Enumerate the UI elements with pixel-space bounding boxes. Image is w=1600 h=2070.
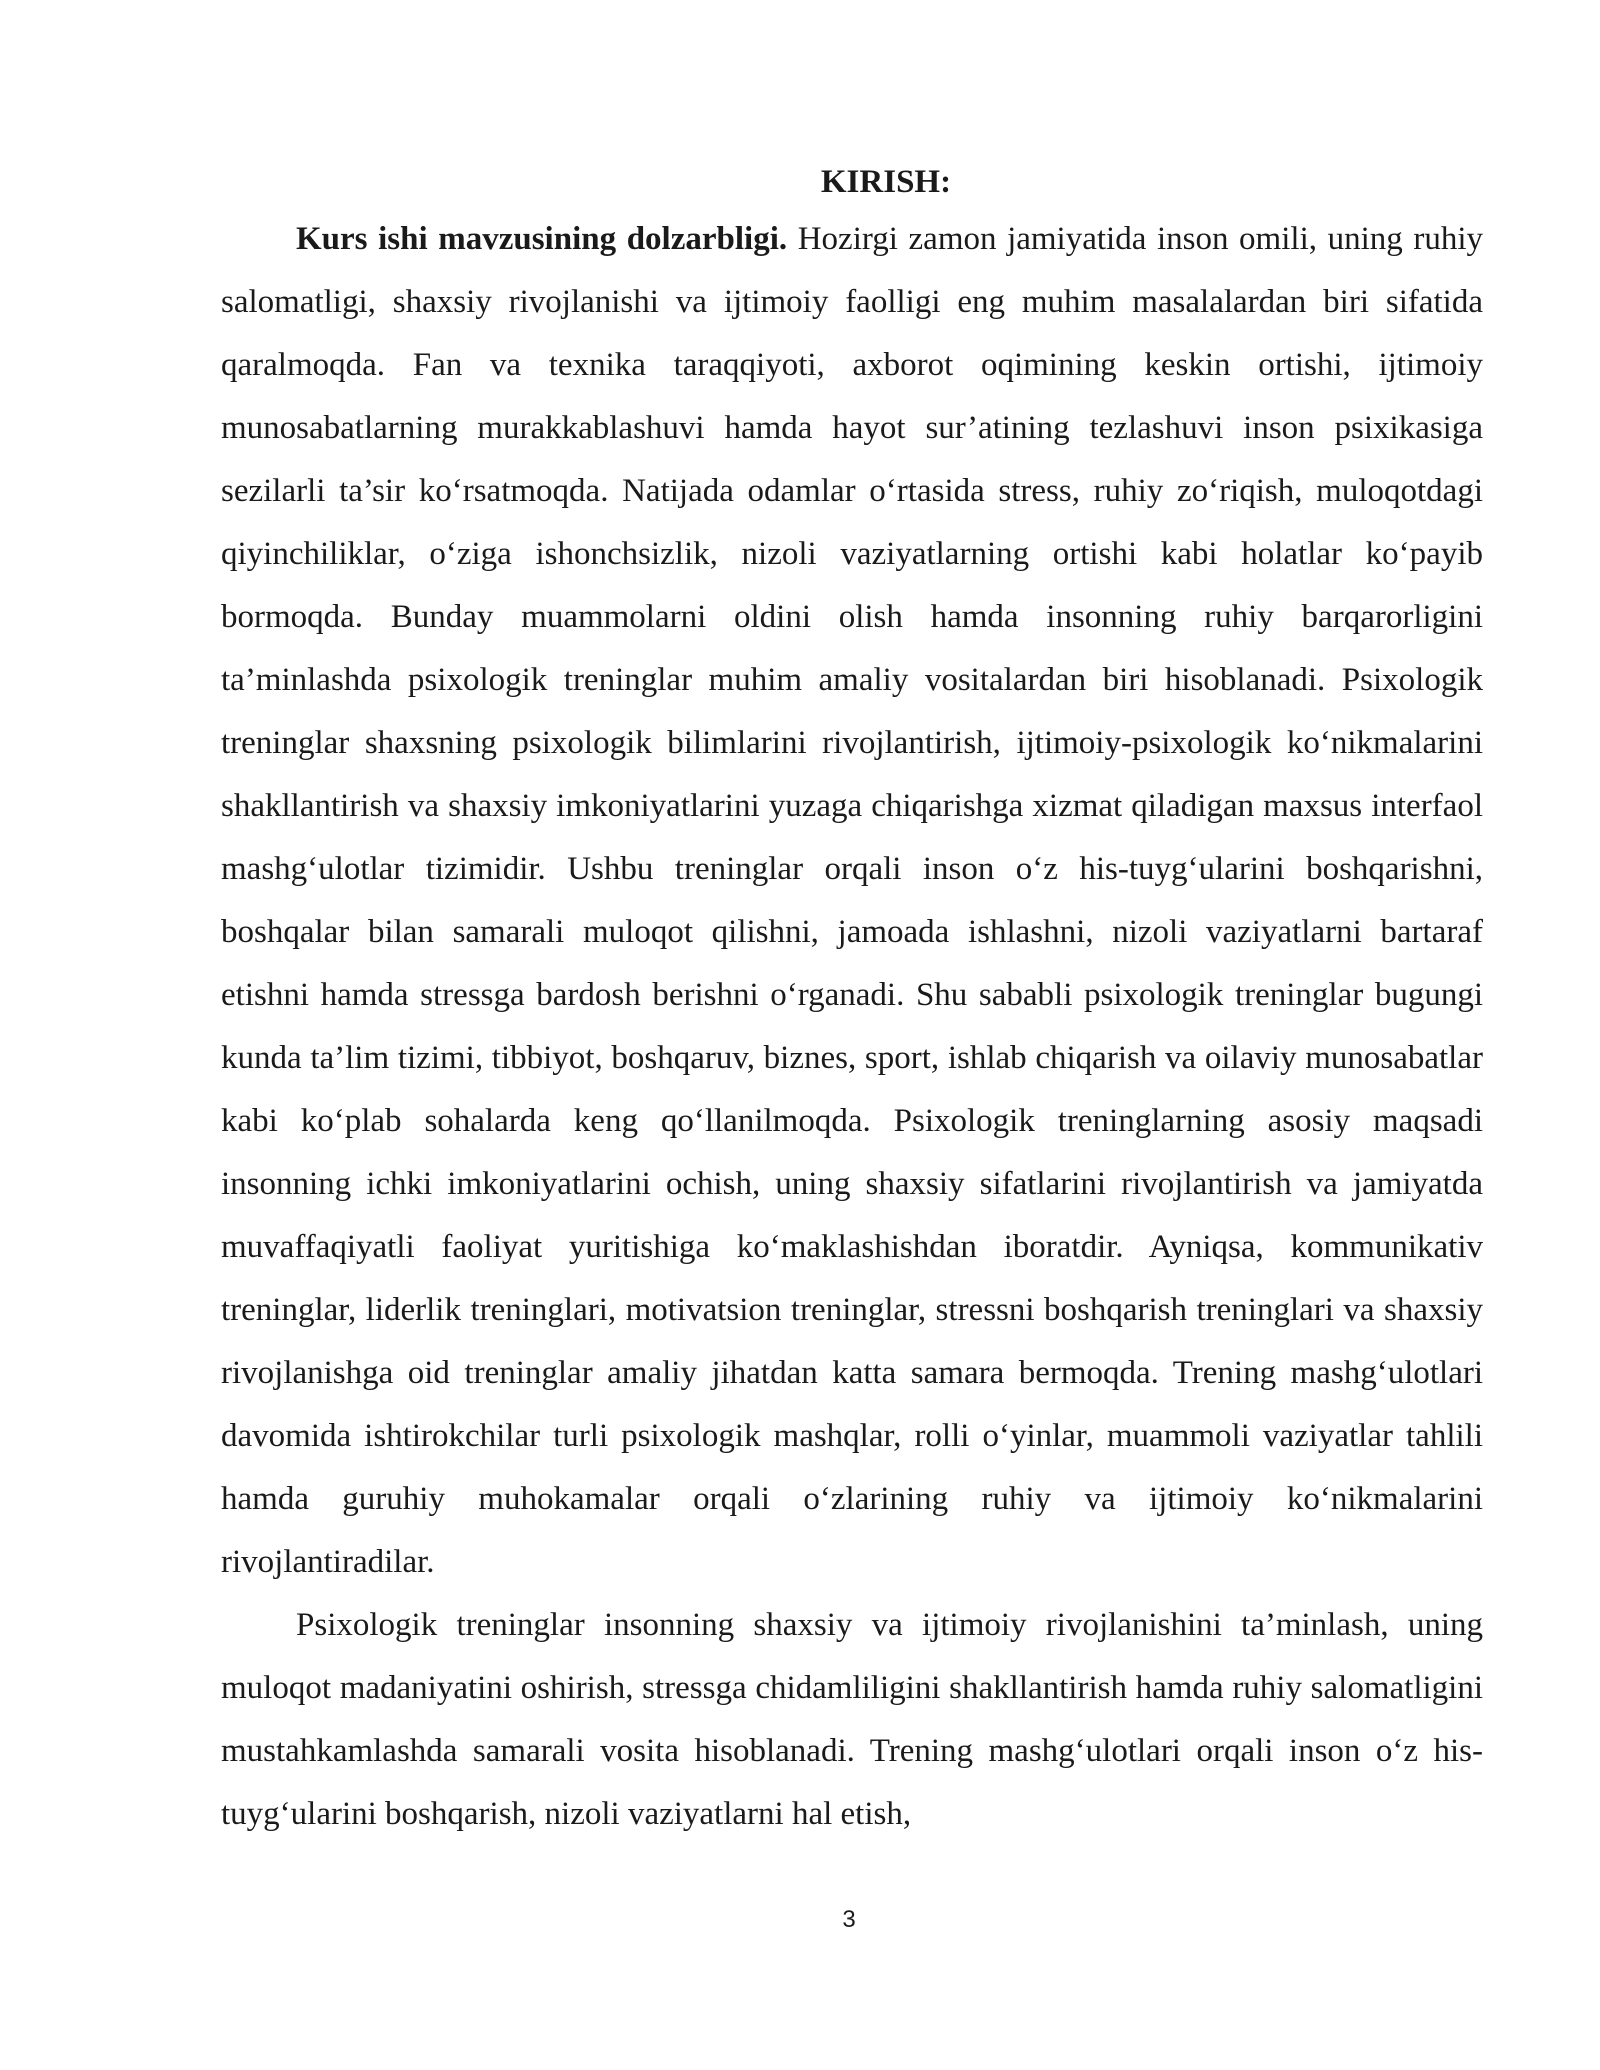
page-body bbox=[221, 156, 1483, 1846]
paragraph-lead: Kurs ishi mavzusining dolzarbligi. bbox=[296, 221, 788, 257]
page-number: 3 bbox=[842, 1906, 856, 1933]
paragraph-relevance bbox=[221, 208, 1483, 1594]
section-heading: KIRISH: bbox=[820, 164, 952, 200]
paragraph-trainings: Psixologik treninglar insonning shaxsiy va ijtimoiy rivojlanishini ta’minlash, uning muloqot madaniyatini oshirish, stressga chidamliligini shakllantirish hamda ruhiy salomatligini mustahkamlashda samarali vosita hisoblanadi. Trening mashg‘ulotlari orqali inson o‘z his-tuyg‘ularini boshqarish, nizoli vaziyatlarni hal etish, bbox=[221, 1607, 1483, 1832]
paragraph-body: Hozirgi zamon jamiyatida inson omili, uning ruhiy salomatligi, shaxsiy rivojlanishi va ijtimoiy faolligi eng muhim masalalardan biri sifatida qaralmoqda. Fan va texnika taraqqiyoti, axborot oqimining keskin ortishi, ijtimoiy munosabatlarning murakkablashuvi hamda hayot sur’atining tezlashuvi inson psixikasiga sezilarli ta’sir ko‘rsatmoqda. Natijada odamlar o‘rtasida stress, ruhiy zo‘riqish, muloqotdagi qiyinchiliklar, o‘ziga ishonchsizlik, nizoli vaziyatlarning ortishi kabi holatlar ko‘payib bormoqda. Bunday muammolarni oldini olish hamda insonning ruhiy barqarorligini ta’minlashda psixologik treninglar muhim amaliy vositalardan biri hisoblanadi. Psixologik treninglar shaxsning psixologik bilimlarini rivojlantirish, ijtimoiy-psixologik ko‘nikmalarini shakllantirish va shaxsiy imkoniyatlarini yuzaga chiqarishga xizmat qiladigan maxsus interfaol mashg‘ulotlar tizimidir. Ushbu treninglar orqali inson o‘z his-tuyg‘ularini boshqarishni, boshqalar bilan samarali muloqot qilishni, jamoada ishlashni, nizoli vaziyatlarni bartaraf etishni hamda stressga bardosh berishni o‘rganadi. Shu sababli psixologik treninglar bugungi kunda ta’lim tizimi, tibbiyot, boshqaruv, biznes, sport, ishlab chiqarish va oilaviy munosabatlar kabi ko‘plab sohalarda keng qo‘llanilmoqda. Psixologik treninglarning asosiy maqsadi insonning ichki imkoniyatlarini ochish, uning shaxsiy sifatlarini rivojlantirish va jamiyatda muvaffaqiyatli faoliyat yuritishiga ko‘maklashishdan iboratdir. Ayniqsa, kommunikativ treninglar, liderlik treninglari, motivatsion treninglar, stressni boshqarish treninglari va shaxsiy rivojlanishga oid treninglar amaliy jihatdan katta samara bermoqda. Trening mashg‘ulotlari davomida ishtirokchilar turli psixologik mashqlar, rolli o‘yinlar, muammoli vaziyatlar tahlili hamda guruhiy muhokamalar orqali o‘zlarining ruhiy va ijtimoiy ko‘nikmalarini rivojlantiradilar. bbox=[221, 221, 1483, 1580]
